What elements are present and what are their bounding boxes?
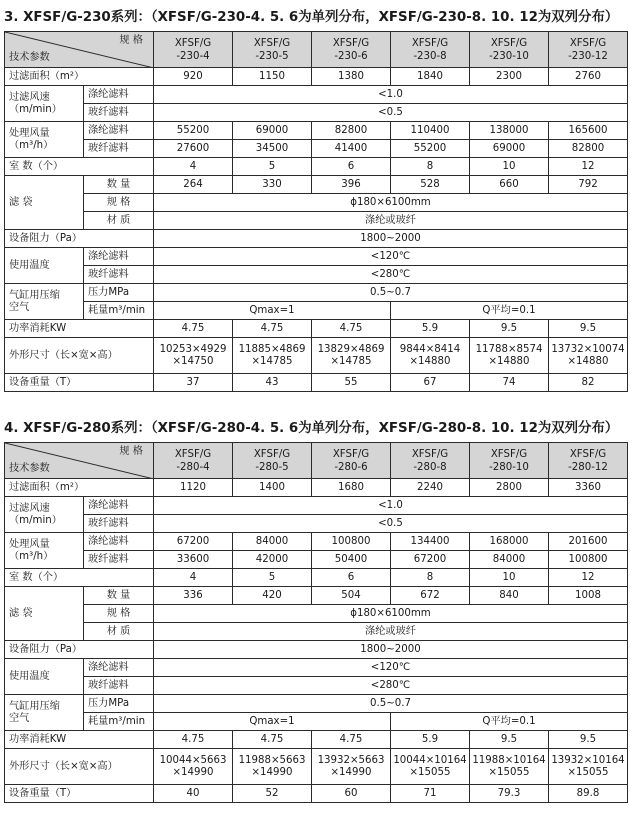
bags-row-3 [5,623,628,641]
temperature-row-1 [5,659,628,677]
header-spec-label: 规 格 [119,446,143,457]
dimensions-value-line: 11988×10164 [472,754,546,766]
weight-value: 79.3 [470,785,549,803]
bags-spec-value: ϕ180×6100mm [154,605,628,623]
weight-value: 82 [549,374,628,392]
airflow-label-line: （m³/h） [9,139,54,151]
resistance-value: 1800~2000 [154,641,628,659]
bags-material-label: 材 质 [84,623,154,641]
bags-qty-label: 数 量 [84,176,154,194]
chambers-value: 5 [233,569,312,587]
resistance-row [5,641,628,659]
chambers-value: 4 [154,569,233,587]
bags-qty-value: 792 [549,176,628,194]
dimensions-value-line: 13829×4869 [317,343,385,355]
model-name-cell-line: XFSF/G [174,448,212,460]
spec-table-230 [4,31,628,392]
airflow-polyester-label: 涤纶滤料 [84,533,154,551]
model-name-cell [470,443,549,479]
airflow-polyester-value: 82800 [312,122,391,140]
filter-area-label: 过滤面积（m²） [5,68,154,86]
power-row [5,731,628,749]
wind-speed-label [5,497,84,533]
weight-value: 74 [470,374,549,392]
weight-row [5,785,628,803]
model-name-cell-line: -230-5 [255,50,289,62]
airflow-glass-value: 41400 [312,140,391,158]
chambers-row [5,158,628,176]
model-name-cell-line: -230-10 [489,50,529,62]
cylinder-label [5,284,84,320]
airflow-polyester-value: 55200 [154,122,233,140]
model-name-cell-line: XFSF/G [332,37,370,49]
cylinder-row-2 [5,713,628,731]
airflow-glass-value: 100800 [549,551,628,569]
bags-qty-value: 672 [391,587,470,605]
model-name-cell-line: -230-4 [176,50,210,62]
weight-value: 67 [391,374,470,392]
bags-material-value: 涤纶或玻纤 [154,212,628,230]
wind-speed-label-line: 过滤风速 [9,502,50,514]
airflow-glass-value: 67200 [391,551,470,569]
airflow-glass-label: 玻纤滤料 [84,140,154,158]
model-name-cell-line: XFSF/G [411,37,449,49]
temperature-glass-label: 玻纤滤料 [84,266,154,284]
dimensions-row [5,338,628,374]
model-name-cell [470,32,549,68]
wind-speed-polyester-label: 涤纶滤料 [84,497,154,515]
bags-qty-value: 1008 [549,587,628,605]
model-name-cell-line: -230-12 [568,50,608,62]
dimensions-row [5,749,628,785]
power-value: 4.75 [233,731,312,749]
filter-area-value: 3360 [549,479,628,497]
model-name-cell [154,443,233,479]
model-name-cell-line: XFSF/G [490,37,528,49]
dimensions-value-line: ×15055 [567,766,609,778]
temperature-row-2 [5,677,628,695]
filter-area-value: 1150 [233,68,312,86]
model-name-cell-line: -230-6 [334,50,368,62]
header-row [5,32,628,68]
model-name-cell [391,443,470,479]
dimensions-value-line: ×14785 [330,355,372,367]
filter-area-value: 1400 [233,479,312,497]
dimensions-value-line: ×14880 [567,355,609,367]
filter-area-value: 2300 [470,68,549,86]
spec-table-280 [4,442,628,803]
model-name-cell [233,443,312,479]
airflow-glass-value: 55200 [391,140,470,158]
power-value: 4.75 [233,320,312,338]
filter-area-value: 2240 [391,479,470,497]
airflow-polyester-value: 84000 [233,533,312,551]
dimensions-value-line: ×14880 [409,355,451,367]
dimensions-value [391,749,470,785]
model-name-cell-line: -280-6 [334,461,368,473]
weight-value: 52 [233,785,312,803]
airflow-label-line: （m³/h） [9,550,54,562]
filter-area-label: 过滤面积（m²） [5,479,154,497]
bags-label: 滤 袋 [5,587,84,641]
dimensions-value-line: ×14785 [251,355,293,367]
model-name-cell-line: -230-8 [413,50,447,62]
airflow-polyester-value: 100800 [312,533,391,551]
cylinder-consumption-label: 耗量m³/min [84,302,154,320]
temperature-polyester-value: <120℃ [154,248,628,266]
cylinder-pressure-label: 压力MPa [84,695,154,713]
weight-value: 40 [154,785,233,803]
temperature-glass-label: 玻纤滤料 [84,677,154,695]
model-name-cell [391,32,470,68]
dimensions-value-line: ×14750 [172,355,214,367]
wind-speed-label-line: 过滤风速 [9,91,50,103]
weight-value: 60 [312,785,391,803]
airflow-label-line: 处理风量 [9,538,50,550]
section-title-280: 4. XFSF/G-280系列：（XFSF/G-280-4. 5. 6为单列分布，XFSF/G-280-8. 10. 12为双列分布） [4,421,619,436]
chambers-value: 8 [391,569,470,587]
chambers-value: 6 [312,569,391,587]
cylinder-label-line: 气缸用压缩 [9,700,60,712]
dimensions-value-line: 11885×4869 [238,343,306,355]
resistance-label: 设备阻力（Pa） [5,641,154,659]
model-name-cell-line: -280-12 [568,461,608,473]
header-row [5,443,628,479]
dimensions-value [233,749,312,785]
dimensions-value [154,749,233,785]
airflow-label-line: 处理风量 [9,127,50,139]
filter-area-value: 2760 [549,68,628,86]
chambers-value: 5 [233,158,312,176]
airflow-row-1 [5,533,628,551]
weight-label: 设备重量（T） [5,374,154,392]
airflow-row-1 [5,122,628,140]
chambers-value: 8 [391,158,470,176]
filter-area-value: 1680 [312,479,391,497]
bags-qty-value: 840 [470,587,549,605]
model-name-cell [549,443,628,479]
cylinder-label-line: 空气 [9,712,30,724]
model-name-cell [154,32,233,68]
bags-material-label: 材 质 [84,212,154,230]
bags-qty-label: 数 量 [84,587,154,605]
wind-speed-row-2 [5,515,628,533]
cylinder-pressure-label: 压力MPa [84,284,154,302]
temperature-glass-value: <280℃ [154,266,628,284]
power-value: 4.75 [154,320,233,338]
dimensions-value [470,338,549,374]
chambers-value: 12 [549,158,628,176]
dimensions-value-line: 13732×10074 [551,343,625,355]
dimensions-value-line: 11988×5663 [238,754,306,766]
bags-qty-value: 528 [391,176,470,194]
dimensions-value-line: ×14880 [488,355,530,367]
cylinder-label [5,695,84,731]
airflow-polyester-value: 201600 [549,533,628,551]
cylinder-label-line: 气缸用压缩 [9,289,60,301]
chambers-label: 室 数（个） [5,569,154,587]
dimensions-value [233,338,312,374]
chambers-label: 室 数（个） [5,158,154,176]
bags-qty-value: 504 [312,587,391,605]
header-spec-label: 规 格 [119,35,143,46]
chambers-row [5,569,628,587]
airflow-polyester-value: 110400 [391,122,470,140]
model-name-cell-line: -280-8 [413,461,447,473]
bags-spec-value: ϕ180×6100mm [154,194,628,212]
dimensions-value-line: 10044×5663 [159,754,227,766]
wind-speed-polyester-value: <1.0 [154,497,628,515]
model-name-cell-line: XFSF/G [253,448,291,460]
bags-qty-value: 330 [233,176,312,194]
cylinder-pressure-value: 0.5~0.7 [154,695,628,713]
resistance-value: 1800~2000 [154,230,628,248]
cylinder-row-1 [5,284,628,302]
chambers-value: 10 [470,158,549,176]
model-name-cell-line: XFSF/G [569,37,607,49]
bags-qty-value: 396 [312,176,391,194]
cylinder-row-1 [5,695,628,713]
cylinder-pressure-value: 0.5~0.7 [154,284,628,302]
airflow-glass-label: 玻纤滤料 [84,551,154,569]
resistance-row [5,230,628,248]
dimensions-value [470,749,549,785]
dimensions-value-line: ×14990 [172,766,214,778]
airflow-polyester-value: 69000 [233,122,312,140]
airflow-polyester-value: 165600 [549,122,628,140]
cylinder-label-line: 空气 [9,301,30,313]
airflow-row-2 [5,140,628,158]
header-diagonal-cell [5,32,154,68]
dimensions-value-line: 9844×8414 [399,343,461,355]
cylinder-qavg-value: Q平均=0.1 [391,713,628,731]
power-value: 5.9 [391,320,470,338]
bags-qty-value: 264 [154,176,233,194]
filter-area-value: 1120 [154,479,233,497]
airflow-glass-value: 34500 [233,140,312,158]
power-value: 5.9 [391,731,470,749]
dimensions-label: 外形尺寸（长×宽×高） [5,338,154,374]
dimensions-value [549,338,628,374]
cylinder-consumption-label: 耗量m³/min [84,713,154,731]
dimensions-value-line: 10044×10164 [393,754,467,766]
dimensions-value-line: ×15055 [488,766,530,778]
bags-material-value: 涤纶或玻纤 [154,623,628,641]
dimensions-value [549,749,628,785]
dimensions-value-line: 10253×4929 [159,343,227,355]
power-value: 4.75 [154,731,233,749]
airflow-glass-value: 27600 [154,140,233,158]
model-name-cell [312,443,391,479]
temperature-glass-value: <280℃ [154,677,628,695]
wind-speed-label-line: （m/min） [9,103,62,115]
chambers-value: 10 [470,569,549,587]
weight-value: 71 [391,785,470,803]
chambers-value: 4 [154,158,233,176]
header-diagonal-cell [5,443,154,479]
power-value: 9.5 [470,320,549,338]
airflow-glass-value: 50400 [312,551,391,569]
filter-area-row [5,68,628,86]
temperature-row-2 [5,266,628,284]
weight-row [5,374,628,392]
power-value: 9.5 [549,320,628,338]
weight-value: 89.8 [549,785,628,803]
cylinder-qavg-value: Q平均=0.1 [391,302,628,320]
airflow-polyester-value: 138000 [470,122,549,140]
wind-speed-label [5,86,84,122]
wind-speed-polyester-label: 涤纶滤料 [84,86,154,104]
wind-speed-row-1 [5,86,628,104]
power-value: 9.5 [470,731,549,749]
wind-speed-row-1 [5,497,628,515]
bags-row-3 [5,212,628,230]
filter-area-value: 1380 [312,68,391,86]
temperature-polyester-label: 涤纶滤料 [84,248,154,266]
airflow-glass-value: 84000 [470,551,549,569]
bags-row-2 [5,194,628,212]
bags-row-1 [5,176,628,194]
model-name-cell [312,32,391,68]
resistance-label: 设备阻力（Pa） [5,230,154,248]
filter-area-value: 2800 [470,479,549,497]
temperature-row-1 [5,248,628,266]
dimensions-value-line: 13932×5663 [317,754,385,766]
temperature-polyester-label: 涤纶滤料 [84,659,154,677]
airflow-polyester-label: 涤纶滤料 [84,122,154,140]
wind-speed-glass-value: <0.5 [154,515,628,533]
airflow-label [5,122,84,158]
model-name-cell-line: -280-5 [255,461,289,473]
bags-row-2 [5,605,628,623]
model-name-cell [549,32,628,68]
chambers-value: 6 [312,158,391,176]
weight-label: 设备重量（T） [5,785,154,803]
bags-qty-value: 420 [233,587,312,605]
dimensions-value [312,338,391,374]
dimensions-value-line: ×14990 [330,766,372,778]
bags-qty-value: 336 [154,587,233,605]
wind-speed-glass-label: 玻纤滤料 [84,515,154,533]
bags-row-1 [5,587,628,605]
weight-value: 55 [312,374,391,392]
airflow-glass-value: 42000 [233,551,312,569]
model-name-cell-line: XFSF/G [332,448,370,460]
airflow-polyester-value: 134400 [391,533,470,551]
model-name-cell-line: XFSF/G [174,37,212,49]
model-name-cell-line: XFSF/G [253,37,291,49]
airflow-polyester-value: 67200 [154,533,233,551]
power-value: 9.5 [549,731,628,749]
model-name-cell-line: XFSF/G [569,448,607,460]
airflow-polyester-value: 168000 [470,533,549,551]
cylinder-qmax-value: Qmax=1 [154,713,391,731]
dimensions-value [154,338,233,374]
airflow-glass-value: 69000 [470,140,549,158]
wind-speed-glass-value: <0.5 [154,104,628,122]
bags-spec-label: 规 格 [84,194,154,212]
model-name-cell-line: -280-4 [176,461,210,473]
section-title-230: 3. XFSF/G-230系列：（XFSF/G-230-4. 5. 6为单列分布，XFSF/G-230-8. 10. 12为双列分布） [4,10,619,25]
header-param-label: 技术参数 [9,463,50,474]
airflow-row-2 [5,551,628,569]
bags-label: 滤 袋 [5,176,84,230]
dimensions-value [391,338,470,374]
temperature-label: 使用温度 [5,659,84,695]
airflow-glass-value: 82800 [549,140,628,158]
wind-speed-glass-label: 玻纤滤料 [84,104,154,122]
airflow-glass-value: 33600 [154,551,233,569]
temperature-polyester-value: <120℃ [154,659,628,677]
header-param-label: 技术参数 [9,52,50,63]
airflow-label [5,533,84,569]
chambers-value: 12 [549,569,628,587]
wind-speed-label-line: （m/min） [9,514,62,526]
weight-value: 37 [154,374,233,392]
dimensions-value-line: ×14990 [251,766,293,778]
power-value: 4.75 [312,731,391,749]
dimensions-value-line: 11788×8574 [475,343,543,355]
dimensions-value [312,749,391,785]
wind-speed-row-2 [5,104,628,122]
model-name-cell-line: XFSF/G [490,448,528,460]
power-value: 4.75 [312,320,391,338]
model-name-cell-line: -280-10 [489,461,529,473]
cylinder-row-2 [5,302,628,320]
model-name-cell-line: XFSF/G [411,448,449,460]
model-name-cell [233,32,312,68]
power-row [5,320,628,338]
dimensions-value-line: ×15055 [409,766,451,778]
temperature-label: 使用温度 [5,248,84,284]
wind-speed-polyester-value: <1.0 [154,86,628,104]
filter-area-row [5,479,628,497]
filter-area-value: 1840 [391,68,470,86]
bags-qty-value: 660 [470,176,549,194]
filter-area-value: 920 [154,68,233,86]
power-label: 功率消耗KW [5,731,154,749]
power-label: 功率消耗KW [5,320,154,338]
bags-spec-label: 规 格 [84,605,154,623]
dimensions-value-line: 13932×10164 [551,754,625,766]
cylinder-qmax-value: Qmax=1 [154,302,391,320]
weight-value: 43 [233,374,312,392]
dimensions-label: 外形尺寸（长×宽×高） [5,749,154,785]
